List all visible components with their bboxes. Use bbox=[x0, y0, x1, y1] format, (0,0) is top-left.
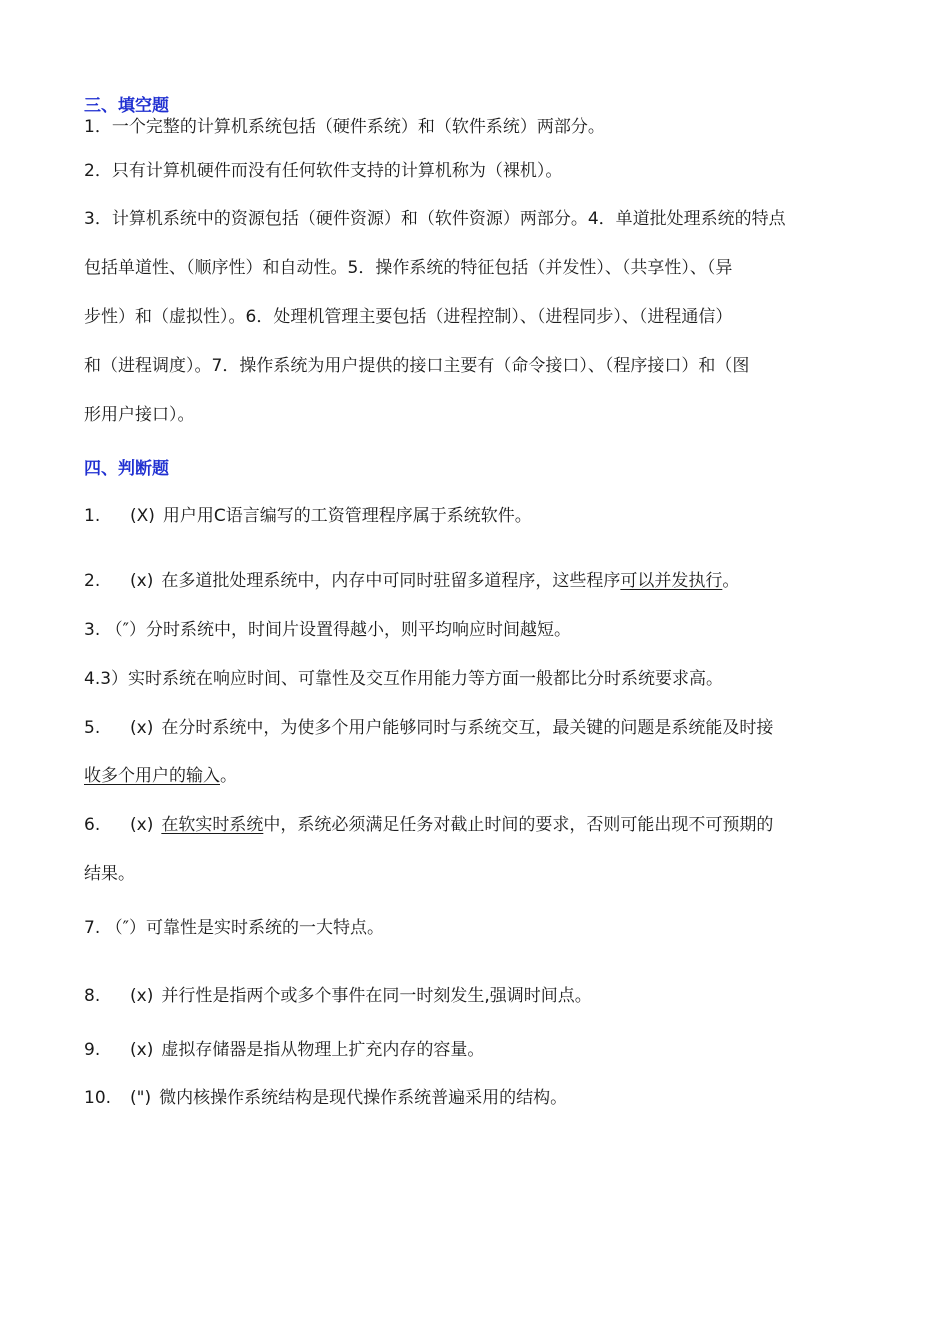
item-underlined-text: 在软实时系统 bbox=[161, 815, 264, 835]
judge-item-2 bbox=[84, 570, 739, 592]
item-text: 在多道批处理系统中，内存中可同时驻留多道程序，这些程序 bbox=[161, 571, 621, 591]
judge-item-3: 3. （″）分时系统中，时间片设置得越小，则平均响应时间越短。 bbox=[84, 620, 571, 640]
item-mark: (") bbox=[130, 1088, 152, 1108]
judge-item-8 bbox=[84, 985, 592, 1007]
item-text: 并行性是指两个或多个事件在同一时刻发生,强调时间点。 bbox=[161, 986, 592, 1006]
item-text: 微内核操作系统结构是现代操作系统普遍采用的结构。 bbox=[159, 1088, 568, 1108]
item-number: 1. bbox=[84, 506, 101, 526]
item-mark: (x) bbox=[130, 718, 154, 738]
item-mark: (x) bbox=[130, 815, 154, 835]
item-mark: (x) bbox=[130, 571, 154, 591]
fill-blank-line-5: 步性）和（虚拟性）。6．处理机管理主要包括（进程控制）、（进程同步）、（进程通信） bbox=[84, 307, 733, 327]
item-underlined-text: 收多个用户的输入 bbox=[84, 766, 220, 786]
section-heading-fill-blank: 三、填空题 bbox=[84, 96, 169, 116]
judge-item-6 bbox=[84, 814, 773, 836]
item-text: 中，系统必须满足任务对截止时间的要求，否则可能出现不可预期的 bbox=[263, 815, 774, 835]
judge-item-9 bbox=[84, 1039, 484, 1061]
fill-blank-line-3: 3．计算机系统中的资源包括（硬件资源）和（软件资源）两部分。4．单道批处理系统的特点 bbox=[84, 209, 786, 229]
item-number: 8. bbox=[84, 986, 101, 1006]
item-text: 虚拟存储器是指从物理上扩充内存的容量。 bbox=[161, 1040, 485, 1060]
judge-item-7: 7. （″）可靠性是实时系统的一大特点。 bbox=[84, 918, 384, 938]
item-underlined-text: 可以并发执行 bbox=[620, 571, 723, 591]
judge-item-5 bbox=[84, 717, 773, 739]
section-heading-true-false: 四、判断题 bbox=[84, 459, 169, 479]
item-mark: (X) bbox=[130, 506, 155, 526]
judge-item-5-continuation bbox=[84, 765, 237, 787]
judge-item-1 bbox=[84, 505, 532, 527]
judge-item-4: 4.3）实时系统在响应时间、可靠性及交互作用能力等方面一般都比分时系统要求高。 bbox=[84, 669, 724, 689]
item-mark: (x) bbox=[130, 986, 154, 1006]
item-text: 用户用C语言编写的工资管理程序属于系统软件。 bbox=[162, 506, 532, 526]
item-number: 10. bbox=[84, 1088, 112, 1108]
item-number: 2. bbox=[84, 571, 101, 591]
item-number: 9. bbox=[84, 1040, 101, 1060]
item-text-end: 。 bbox=[220, 766, 237, 786]
fill-blank-line-6: 和（进程调度）。7．操作系统为用户提供的接口主要有（命令接口）、（程序接口）和（图 bbox=[84, 356, 750, 376]
item-mark: (x) bbox=[130, 1040, 154, 1060]
item-number: 5. bbox=[84, 718, 101, 738]
fill-blank-line-2: 2．只有计算机硬件而没有任何软件支持的计算机称为（裸机）。 bbox=[84, 161, 563, 181]
fill-blank-line-1: 1．一个完整的计算机系统包括（硬件系统）和（软件系统）两部分。 bbox=[84, 117, 605, 137]
item-text-end: 。 bbox=[722, 571, 740, 591]
judge-item-10 bbox=[84, 1087, 567, 1109]
item-text: 在分时系统中，为使多个用户能够同时与系统交互，最关键的问题是系统能及时接 bbox=[161, 718, 774, 738]
item-number: 6. bbox=[84, 815, 101, 835]
fill-blank-line-4: 包括单道性、（顺序性）和自动性。5．操作系统的特征包括（并发性）、（共享性）、（异 bbox=[84, 258, 733, 278]
judge-item-6-continuation: 结果。 bbox=[84, 864, 135, 884]
fill-blank-line-7: 形用户接口）。 bbox=[84, 405, 195, 425]
